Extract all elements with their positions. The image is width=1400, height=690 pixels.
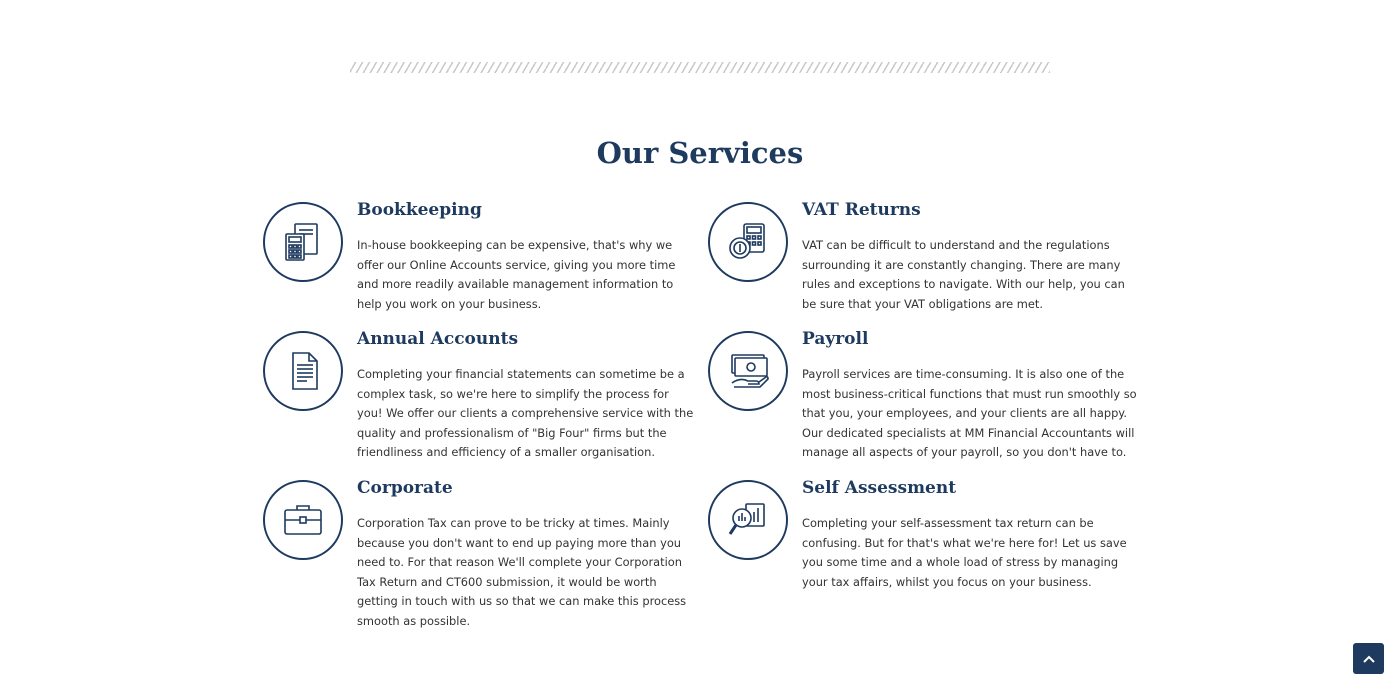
magnifier-chart-icon xyxy=(708,480,788,560)
service-title: VAT Returns xyxy=(802,200,921,220)
service-description: Completing your self-assessment tax return can be confusing. But for that's what we're here for! Let us save you some time and a whole load of stress by managing your tax affairs, whilst you focus on your business. xyxy=(802,516,1127,589)
scroll-to-top-button[interactable] xyxy=(1353,643,1384,674)
briefcase-icon xyxy=(263,480,343,560)
document-icon xyxy=(263,331,343,411)
service-title: Self Assessment xyxy=(802,478,957,498)
chevron-up-icon xyxy=(1361,651,1377,667)
service-title: Annual Accounts xyxy=(357,329,519,349)
service-title: Corporate xyxy=(357,478,453,498)
service-description: VAT can be difficult to understand and the regulations surrounding it are constantly changing. There are many rules and exceptions to navigate. With our help, you can be sure that your VAT obligations are met. xyxy=(802,238,1125,311)
service-title: Payroll xyxy=(802,329,869,349)
section-title: Our Services xyxy=(596,136,804,170)
calculator-document-icon xyxy=(263,202,343,282)
cash-hand-icon xyxy=(708,331,788,411)
service-description: In-house bookkeeping can be expensive, that's why we offer our Online Accounts service, giving you more time and more readily available management information to help you work on your business. xyxy=(357,238,676,311)
calculator-coin-icon xyxy=(708,202,788,282)
service-description: Completing your financial statements can sometime be a complex task, so we're here to simplify the process for you! We offer our clients a comprehensive service with the quality and professionalism of "Big Four" firms but the friendliness and efficiency of a smaller organisation. xyxy=(357,367,694,459)
service-description: Corporation Tax can prove to be tricky at times. Mainly because you don't want to end up paying more than you need to. For that reason We'll complete your Corporation Tax Return and CT600 submission, it would be worth getting in touch with us so that we can make this process smooth as possible. xyxy=(357,516,687,628)
service-title: Bookkeeping xyxy=(357,200,482,220)
service-description: Payroll services are time-consuming. It is also one of the most business-critical functions that must run smoothly so that you, your employees, and your clients are all happy. Our dedicated specialists at MM Financial Accountants will manage all aspects of your payroll, so you don't have to. xyxy=(802,367,1137,459)
decorative-divider xyxy=(350,62,1050,73)
